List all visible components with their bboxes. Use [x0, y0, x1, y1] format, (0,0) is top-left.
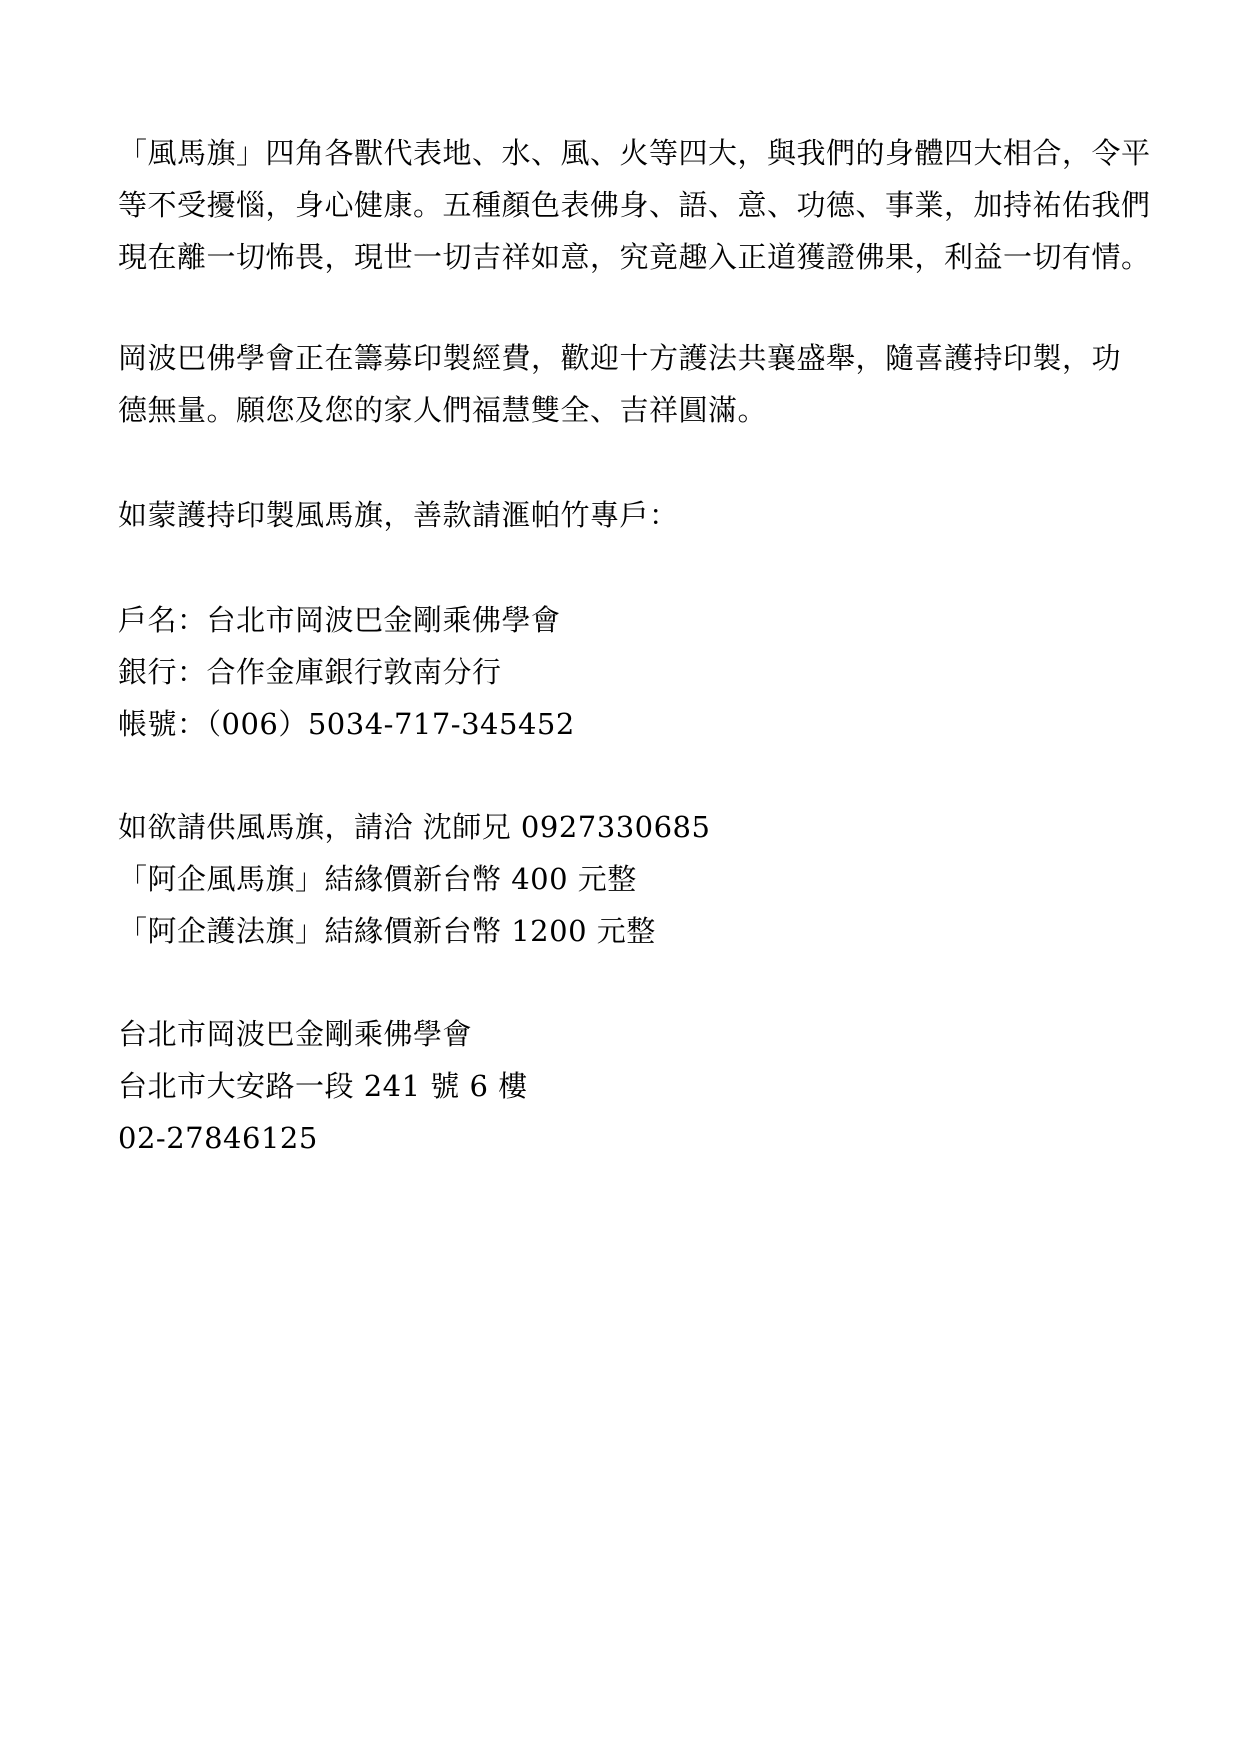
purchase-contact-info [118, 801, 1128, 957]
org-name: 台北市岡波巴金剛乘佛學會 [118, 1017, 473, 1051]
account-bank: 銀行：合作金庫銀行敦南分行 [118, 655, 502, 689]
paragraph-donation-intro [118, 489, 1128, 541]
text-line: 等不受擾惱，身心健康。五種顏色表佛身、語、意、功德、事業，加持祐佑我們 [118, 188, 1151, 222]
text-line: 德無量。願您及您的家人們福慧雙全、吉祥圓滿。 [118, 393, 768, 427]
account-name: 戶名：台北市岡波巴金剛乘佛學會 [118, 603, 561, 637]
contact-inquiry: 如欲請供風馬旗，請洽 沈師兄 0927330685 [118, 810, 711, 844]
account-number: 帳號：（006）5034-717-345452 [118, 707, 575, 741]
paragraph-wind-horse-description [118, 127, 1151, 283]
bank-account-info [118, 594, 1128, 750]
paragraph-fundraising [118, 332, 1128, 436]
organization-info [118, 1008, 1128, 1164]
price-item-wind-horse-flag: 「阿企風馬旗」結緣價新台幣 400 元整 [118, 862, 637, 896]
org-phone: 02-27846125 [118, 1121, 318, 1155]
text-line: 現在離一切怖畏，現世一切吉祥如意，究竟趣入正道獲證佛果，利益一切有情。 [118, 240, 1151, 274]
text-line: 岡波巴佛學會正在籌募印製經費，歡迎十方護法共襄盛舉，隨喜護持印製，功 [118, 341, 1122, 375]
text-line: 如蒙護持印製風馬旗，善款請滙帕竹專戶： [118, 498, 679, 532]
price-item-dharma-protector-flag: 「阿企護法旗」結緣價新台幣 1200 元整 [118, 914, 656, 948]
org-address: 台北市大安路一段 241 號 6 樓 [118, 1069, 528, 1103]
text-line: 「風馬旗」四角各獸代表地、水、風、火等四大，與我們的身體四大相合，令平 [118, 136, 1151, 170]
